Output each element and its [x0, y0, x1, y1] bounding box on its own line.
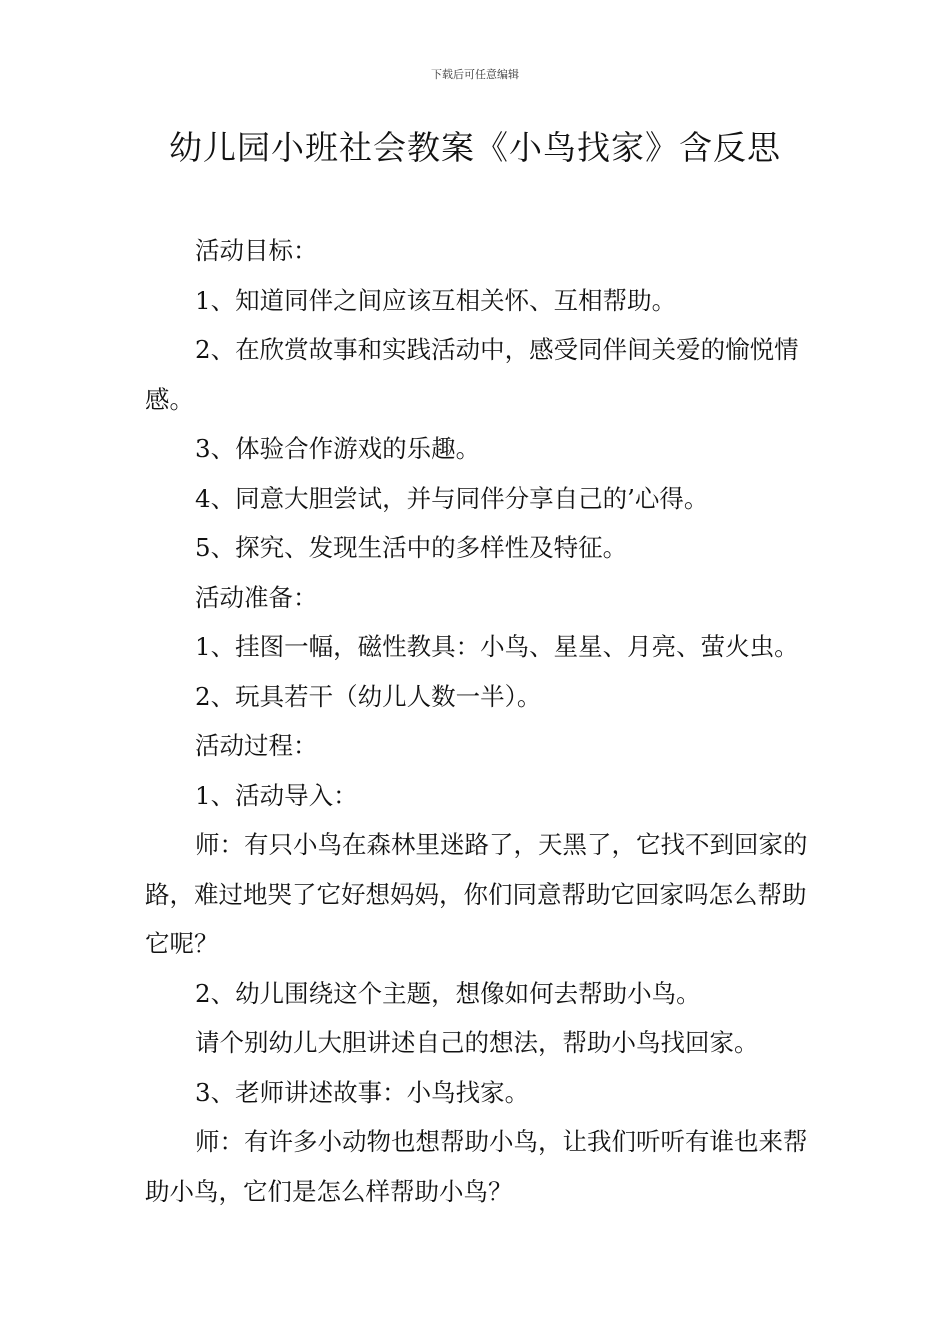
goal-item-4: 4、同意大胆尝试，并与同伴分享自己的’心得。 [195, 483, 709, 513]
goal-item-3: 3、体验合作游戏的乐趣。 [195, 434, 481, 463]
process-step-1: 1、活动导入： [195, 780, 358, 810]
teacher-dialogue-1: 师：有只小鸟在森林里迷路了，天黑了，它找不到回家的路，难过地哭了它好想妈妈，你们同意帮助它回家吗怎么帮助它呢？ [145, 830, 808, 958]
teacher-dialogue-2: 师：有许多小动物也想帮助小鸟，让我们听听有谁也来帮助小鸟，它们是怎么样帮助小鸟？ [145, 1127, 808, 1206]
section-heading-goals: 活动目标： [195, 236, 318, 265]
document-title: 幼儿园小班社会教案《小鸟找家》含反思 [169, 128, 781, 167]
process-step-2: 2、幼儿围绕这个主题，想像如何去帮助小鸟。 [195, 978, 701, 1008]
process-step-3: 3、老师讲述故事：小鸟找家。 [195, 1077, 530, 1107]
section-heading-process: 活动过程： [195, 731, 318, 760]
section-heading-preparation: 活动准备： [195, 582, 318, 612]
preparation-item-1: 1、挂图一幅，磁性教具：小鸟、星星、月亮、萤火虫。 [195, 632, 799, 661]
process-step-2-detail: 请个别幼儿大胆讲述自己的想法，帮助小鸟找回家。 [195, 1028, 759, 1057]
page-header-note: 下载后可任意编辑 [431, 68, 519, 81]
goal-item-1: 1、知道同伴之间应该互相关怀、互相帮助。 [195, 285, 677, 315]
goal-item-5: 5、探究、发现生活中的多样性及特征。 [195, 533, 628, 562]
document-body [145, 226, 815, 1216]
goal-item-2: 2、在欣赏故事和实践活动中，感受同伴间关爱的愉悦情感。 [145, 335, 799, 414]
preparation-item-2: 2、玩具若干（幼儿人数一半）。 [195, 681, 542, 711]
